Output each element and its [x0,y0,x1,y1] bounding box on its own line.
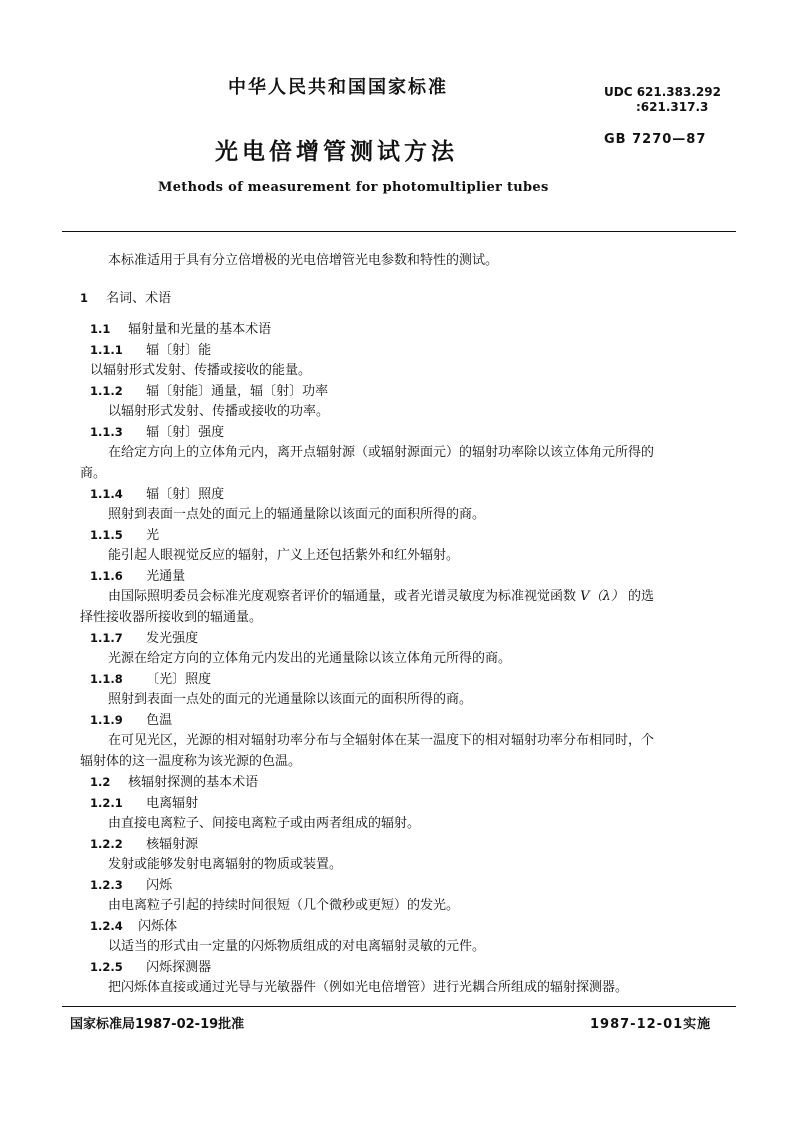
term-definition: 把闪烁体直接或通过光导与光敏器件（例如光电倍增管）进行光耦合所组成的辐射探测器。 [108,980,629,995]
definition-text: 由国际照明委员会标准光度观察者评价的辐通量，或者光谱灵敏度为标准视觉函数 [108,589,577,604]
term-definition: 由电离粒子引起的持续时间很短（几个微秒或更短）的发光。 [108,898,460,913]
term-1-2-5 [90,956,211,975]
term-1-2-1 [90,792,198,811]
term-definition: 能引起人眼视觉反应的辐射，广义上还包括紫外和红外辐射。 [108,548,460,563]
section-title: 辐射量和光量的基本术语 [128,322,272,337]
gb-number: GB 7270—87 [604,132,707,147]
term-title: 核辐射源 [146,837,199,852]
effective-date: 1987-12-01实施 [590,1017,712,1032]
term-number: 1.1.2 [90,384,123,398]
term-1-2-4 [90,915,177,934]
term-title: 发光强度 [146,631,199,646]
term-number: 1.2.5 [90,960,123,974]
term-1-1-1 [90,339,211,358]
term-title: 闪烁体 [138,919,178,934]
header-divider [62,231,736,232]
term-1-1-3 [90,421,224,440]
title-chinese: 光电倍增管测试方法 [215,139,458,165]
term-1-1-4 [90,483,224,502]
term-title: 光 [146,528,160,543]
term-title: 辐〔射能〕通量，辐〔射〕功率 [146,384,329,399]
section-number: 1.1 [90,322,111,336]
section-title: 名词、术语 [106,291,172,306]
term-number: 1.1.7 [90,631,123,645]
term-number: 1.1.4 [90,487,123,501]
term-definition: 发射或能够发射电离辐射的物质或装置。 [108,857,343,872]
section-number: 1 [80,291,89,305]
term-title: 闪烁探测器 [146,960,212,975]
definition-text-end: 的选 [627,589,654,604]
title-english: Methods of measurement for photomultiplier tubes [158,180,549,195]
term-1-1-6 [90,565,185,584]
term-1-2-3 [90,874,172,893]
term-title: 色温 [146,713,173,728]
term-number: 1.2.1 [90,796,123,810]
term-title: 辐〔射〕强度 [146,425,225,440]
term-1-1-7 [90,627,198,646]
term-1-1-5 [90,524,159,543]
term-number: 1.1.9 [90,713,123,727]
term-definition: 以适当的形式由一定量的闪烁物质组成的对电离辐射灵敏的元件。 [108,939,486,954]
term-number: 1.1.3 [90,425,123,439]
term-definition: 在给定方向上的立体角元内，离开点辐射源（或辐射源面元）的辐射功率除以该立体角元所得的 [108,445,655,460]
term-title: 闪烁 [146,878,173,893]
term-title: 电离辐射 [146,796,199,811]
standard-org: 中华人民共和国国家标准 [228,77,448,98]
term-definition [108,585,654,604]
section-number: 1.2 [90,775,111,789]
term-1-2-2 [90,833,198,852]
term-number: 1.2.4 [90,919,123,933]
term-1-1-9 [90,709,172,728]
term-title: 〔光〕照度 [146,672,212,687]
section-1-2-heading [90,771,258,790]
term-number: 1.1.1 [90,343,123,357]
term-definition: 以辐射形式发射、传播或接收的功率。 [108,404,330,419]
term-1-1-8 [90,668,211,687]
term-definition: 光源在给定方向的立体角元内发出的光通量除以该立体角元所得的商。 [108,651,512,666]
visual-function-symbol: V（λ） [580,589,624,604]
term-number: 1.1.8 [90,672,123,686]
term-number: 1.2.3 [90,878,123,892]
term-definition: 以辐射形式发射、传播或接收的能量。 [90,363,312,378]
section-1-1-heading [90,318,271,337]
term-definition: 在可见光区，光源的相对辐射功率分布与全辐射体在某一温度下的相对辐射功率分布相同时，个 [108,733,655,748]
term-title: 辐〔射〕照度 [146,487,225,502]
udc-line-1: UDC 621.383.292 [604,85,721,99]
intro-text: 本标准适用于具有分立倍增极的光电倍增管光电参数和特性的测试。 [108,253,499,268]
udc-line-2: :621.317.3 [636,100,709,114]
term-definition-continued: 商。 [80,466,107,481]
footer-divider [62,1006,736,1007]
term-title: 光通量 [146,569,186,584]
term-definition-continued: 辐射体的这一温度称为该光源的色温。 [80,754,302,769]
term-title: 辐〔射〕能 [146,343,212,358]
term-number: 1.2.2 [90,837,123,851]
term-number: 1.1.6 [90,569,123,583]
term-definition: 由直接电离粒子、间接电离粒子或由两者组成的辐射。 [108,816,421,831]
approval-date: 国家标准局1987-02-19批准 [70,1017,245,1032]
term-1-1-2 [90,380,328,399]
term-number: 1.1.5 [90,528,123,542]
term-definition: 照射到表面一点处的面元上的辐通量除以该面元的面积所得的商。 [108,507,486,522]
term-definition: 照射到表面一点处的面元的光通量除以该面元的面积所得的商。 [108,692,473,707]
udc-code [604,85,721,115]
section-title: 核辐射探测的基本术语 [128,775,259,790]
term-definition-continued: 择性接收器所接收到的辐通量。 [80,610,263,625]
section-1-heading [80,287,171,306]
